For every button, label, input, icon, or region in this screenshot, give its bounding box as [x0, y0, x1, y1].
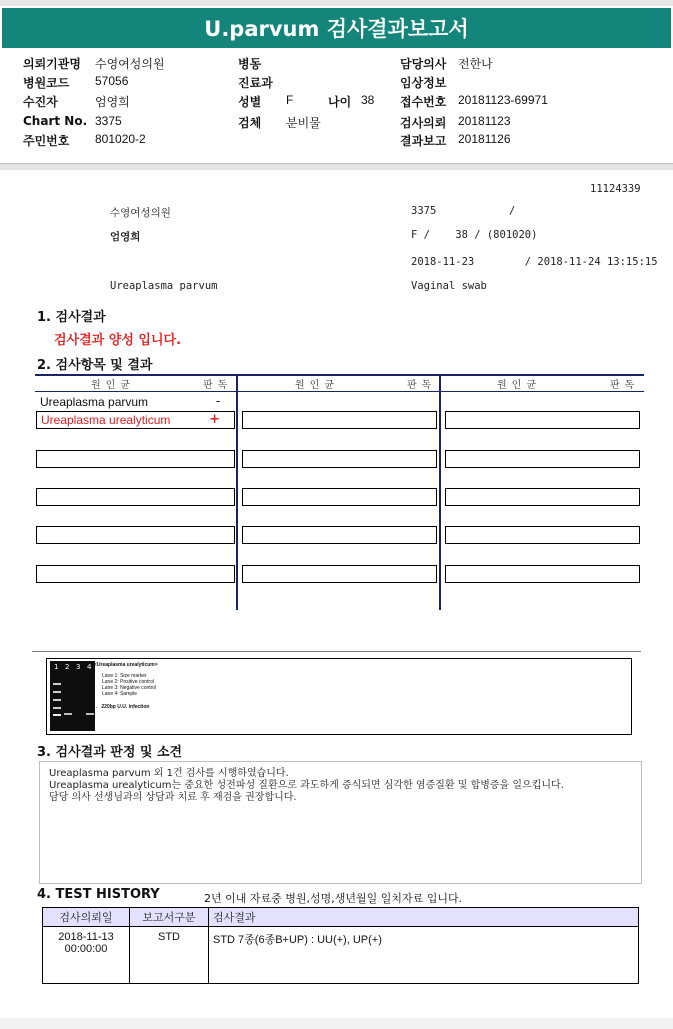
info-value: 3375: [95, 114, 122, 128]
positive-result: 검사결과 양성 입니다.: [54, 333, 182, 348]
history-header: 보고서구분: [130, 908, 209, 927]
history-date-cell: [43, 927, 130, 984]
history-type: STD: [130, 927, 209, 984]
patient-dates: 2018-11-23 / 2018-11-24 13:15:15: [411, 256, 658, 268]
page-top-strip: [0, 0, 673, 6]
gel-band: [86, 713, 94, 715]
page-bottom-strip: [0, 1018, 673, 1029]
history-result: STD 7종(6종B+UP) : UU(+), UP(+): [209, 927, 639, 984]
info-label: 주민번호: [23, 134, 70, 148]
grid-cell-empty: [445, 565, 640, 583]
patient-chart: 3375: [411, 205, 437, 217]
info-label: 진료과: [238, 76, 273, 90]
opinion-line: Ureaplasma parvum 외 1건 검사를 시행하였습니다.: [49, 768, 289, 779]
grid-header-organism: 원인균: [497, 380, 541, 391]
grid-cell-empty: [36, 488, 235, 506]
gel-band: [53, 714, 61, 716]
patient-chart-slash: /: [509, 205, 516, 217]
grid-cell-empty: [36, 526, 235, 544]
info-row: [0, 114, 673, 132]
info-label: 의뢰기관명: [23, 57, 81, 71]
info-label: 나이: [328, 95, 352, 109]
info-row: [0, 74, 673, 92]
arrow-left-icon: ←: [95, 704, 100, 710]
history-header-row: [43, 908, 639, 927]
patient-test: Ureaplasma parvum: [110, 280, 218, 292]
grid-cell-empty: [36, 565, 235, 583]
grid-organism-name: Ureaplasma parvum: [40, 395, 149, 409]
info-label: 담당의사: [400, 57, 447, 71]
patient-sex-age: F / 38 / (801020): [411, 229, 538, 241]
gel-lane-number: 3: [76, 663, 81, 671]
info-row: [0, 55, 673, 73]
gel-caption-line: Lane 2: Positive control: [102, 679, 154, 685]
grid-result-value: +: [209, 412, 220, 427]
patient-code: 11124339: [590, 183, 641, 195]
history-header: 검사의뢰일: [43, 908, 130, 927]
info-label: 병동: [238, 57, 262, 71]
section3-title: 3. 검사결과 판정 및 소견: [37, 745, 183, 760]
gel-caption-line: Lane 3: Negative control: [102, 685, 157, 691]
grid-result-value: -: [216, 394, 221, 408]
grid-cell-positive: [36, 411, 235, 429]
grid-cell-empty: [242, 411, 437, 429]
section2-title: 2. 검사항목 및 결과: [37, 358, 153, 373]
info-label: 성별: [238, 95, 262, 109]
info-value: 20181123-69971: [458, 93, 548, 107]
opinion-line: 담당 의사 선생님과의 상담과 치료 후 재검을 권장합니다.: [49, 792, 297, 803]
info-label: 접수번호: [400, 95, 447, 109]
info-label: 수진자: [23, 95, 58, 109]
info-value: 수영여성의원: [95, 57, 165, 71]
grid-cell-empty: [242, 565, 437, 583]
section4-title: 4. TEST HISTORY: [37, 887, 160, 902]
section-divider: [32, 651, 641, 652]
grid-cell-empty: [445, 450, 640, 468]
info-label: 임상정보: [400, 76, 447, 90]
grid-cell-empty: [242, 526, 437, 544]
gel-band: [53, 683, 61, 685]
info-value: 20181123: [458, 114, 511, 128]
grid-column-divider: [236, 374, 238, 610]
grid-header-result: 판독: [203, 380, 233, 391]
grid-cell-empty: [445, 488, 640, 506]
info-label: Chart No.: [23, 114, 88, 128]
info-label: 결과보고: [400, 134, 447, 148]
info-label: 병원코드: [23, 76, 70, 90]
patient-hospital: 수영여성의원: [110, 207, 171, 219]
table-row: [43, 927, 639, 984]
history-date: 2018-11-13: [58, 931, 114, 943]
info-row: [0, 132, 673, 150]
gel-band: [53, 691, 61, 693]
gel-band: [53, 699, 61, 701]
opinion-line: Ureaplasma urealyticum는 중요한 성전파성 질환으로 과도하게 증식되면 심각한 염증질환 및 합병증을 일으킵니다.: [49, 780, 564, 791]
history-table: [42, 907, 639, 984]
info-row: [0, 93, 673, 111]
gel-lane-number: 4: [87, 663, 92, 671]
gel-caption-title: <Ureaplasma urealyticum>: [94, 662, 158, 668]
gel-electrophoresis-image: [50, 661, 95, 731]
gel-arrow-text: 220bp U.U. infection: [101, 704, 150, 710]
grid-cell-empty: [445, 526, 640, 544]
info-value: 57056: [95, 74, 129, 88]
report-title: U.parvum 검사결과보고서: [2, 8, 671, 48]
patient-name: 엄영희: [110, 231, 141, 243]
grid-column-divider: [439, 374, 441, 610]
grid-cell-empty: [445, 411, 640, 429]
result-grid: [35, 374, 644, 610]
gel-band: [64, 713, 72, 715]
info-value: 분비물: [286, 116, 321, 130]
info-value: 20181126: [458, 132, 511, 146]
gel-band: [53, 707, 61, 709]
grid-cell-empty: [36, 450, 235, 468]
history-header: 검사결과: [209, 908, 639, 927]
info-value: F: [286, 93, 294, 107]
history-time: 00:00:00: [64, 943, 108, 955]
gel-lane-number: 2: [65, 663, 70, 671]
gel-caption-line: Lane 4: Sample: [102, 691, 138, 697]
grid-header-result: 판독: [407, 380, 437, 391]
patient-specimen: Vaginal swab: [411, 280, 487, 292]
section1-title: 1. 검사결과: [37, 310, 106, 325]
grid-header-result: 판독: [610, 380, 640, 391]
info-value: 38: [361, 93, 375, 107]
gel-caption-line: Lane 1: Size marker: [102, 673, 147, 679]
grid-header-organism: 원인균: [295, 380, 339, 391]
gel-caption: [94, 662, 158, 697]
grid-organism-name: Ureaplasma urealyticum: [41, 413, 171, 427]
info-label: 검사의뢰: [400, 116, 447, 130]
grid-header-organism: 원인균: [91, 380, 135, 391]
history-note: 2년 이내 자료중 병원,성명,생년월일 일치자료 입니다.: [204, 892, 463, 905]
info-label: 검체: [238, 116, 262, 130]
gel-arrow-label: [95, 704, 149, 710]
info-divider: [0, 163, 673, 170]
grid-cell-empty: [242, 488, 437, 506]
opinion-box: [39, 761, 642, 884]
info-value: 전한나: [458, 57, 493, 71]
grid-header-line: [35, 391, 644, 392]
grid-cell-empty: [242, 450, 437, 468]
info-value: 엄영희: [95, 95, 130, 109]
gel-image-panel: [46, 658, 632, 735]
info-value: 801020-2: [95, 132, 146, 146]
report-info-block: [0, 48, 673, 166]
gel-lane-number: 1: [54, 663, 59, 671]
